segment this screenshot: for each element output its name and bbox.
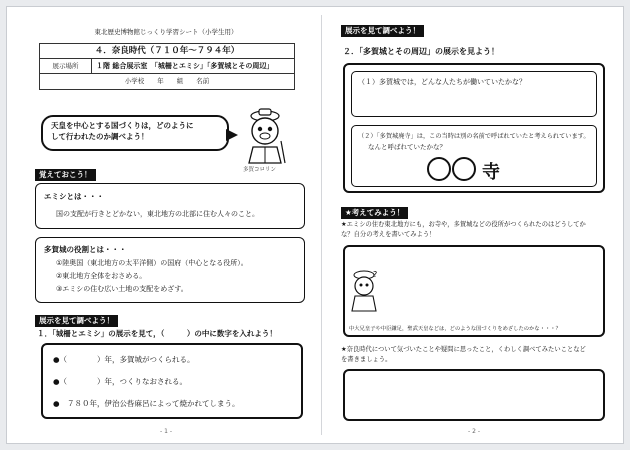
- q2-1-text: （１）多賀城では，どんな人たちが働いていたかな？: [358, 78, 526, 86]
- q1-item-3: ● ７８０年，伊治公呰麻呂によって焼かれてしまう。: [53, 399, 240, 408]
- exhibit-value: １階 総合展示室 「城柵とエミシ」「多賀城とその周辺」: [96, 62, 274, 70]
- bubble-line-1: 天皇を中心とする国づくりは，どのように: [51, 121, 194, 130]
- temple-suffix: 寺: [482, 162, 501, 183]
- mascot-illustration: [239, 107, 291, 167]
- grade-line: 小学校 年 組 名前: [124, 77, 210, 85]
- q2-2-line-1: （２）「多賀城廃寺」は，この当時は別の名前で呼ばれていたと考えられています。: [358, 133, 590, 140]
- page-number-2: - 2 -: [468, 428, 480, 435]
- emishi-body: 国の支配が行きとどかない，東北地方の北部に住む人々のこと。: [56, 210, 259, 218]
- think-answer-box[interactable]: [343, 245, 605, 337]
- final-line-1: ★奈良時代について気づいたことや疑問に思ったこと，くわしく調べてみたいことなど: [341, 346, 586, 353]
- question-1-box[interactable]: [41, 343, 303, 419]
- q2-1-answer-box[interactable]: [351, 71, 597, 117]
- q2-2-line-2: なんと呼ばれていたかな？: [368, 143, 446, 151]
- exhibit-row: [40, 59, 294, 74]
- section-research-label: 展示を見て調べよう！: [35, 315, 118, 327]
- section-remember-label: 覚えておこう！: [35, 169, 96, 181]
- tagajo-item-2: ②東北地方全体をおさめる。: [56, 272, 147, 280]
- question-2-heading: ２．「多賀城とその周辺」の展示を見よう！: [343, 47, 499, 56]
- q1-item-1: ●（ ）年，多賀城がつくられる。: [53, 355, 195, 364]
- exhibit-label: 展示場所: [40, 59, 92, 73]
- bubble-line-2: して行われたのか調べよう！: [51, 132, 149, 141]
- think-line-1: ★エミシの住む東北地方にも，お寺や，多賀城などの役所がつくられたのはどうしてか: [341, 221, 586, 228]
- think-label: ★考えてみよう！: [341, 207, 408, 219]
- page-number-1: - 1 -: [160, 428, 172, 435]
- svg-text:?: ?: [373, 270, 378, 279]
- bubble-tail: [226, 129, 238, 141]
- mascot-name: 多賀コロリン: [243, 167, 277, 173]
- question-2-box: [343, 63, 605, 193]
- question-bubble: [41, 115, 229, 151]
- q1-item-2: ●（ ）年，つくりなおされる。: [53, 377, 188, 386]
- page-divider: [321, 15, 322, 435]
- page-2: [333, 7, 615, 445]
- final-answer-box[interactable]: [343, 369, 605, 421]
- think-line-2: な？自分の考えを書いてみよう！: [341, 231, 436, 238]
- blank-circles[interactable]: [426, 156, 478, 182]
- section-research-label-2: 展示を見て調べよう！: [341, 25, 424, 37]
- tagajo-role-box: [35, 237, 305, 303]
- mascot-small-illustration: [347, 269, 381, 313]
- question-1-heading: １．「城柵とエミシ」の展示を見て，（ ）の中に数字を入れよう！: [37, 329, 277, 338]
- final-line-2: を書きましょう。: [341, 356, 392, 363]
- header-table: [39, 43, 295, 90]
- q2-2-answer-box[interactable]: [351, 125, 597, 187]
- tagajo-title: 多賀城の役割とは・・・: [44, 245, 127, 254]
- tagajo-item-3: ③エミシの住む広い土地の支配をめざす。: [56, 285, 188, 293]
- document-sheet: [6, 6, 624, 444]
- hint-text: 中大兄皇子や中臣鎌足，聖武天皇などは，どのような国づくりをめざしたのかな・・・？: [349, 326, 561, 332]
- page-1: [21, 7, 311, 445]
- school-title: 東北歴史博物館じっくり学習シート（小学生用）: [94, 28, 238, 36]
- era-title: ４．奈良時代（７１０年〜７９４年）: [40, 44, 294, 59]
- emishi-title: エミシとは・・・: [44, 192, 104, 201]
- emishi-box: [35, 183, 305, 229]
- tagajo-item-1: ①陸奥国（東北地方の太平洋側）の国府（中心となる役所）。: [56, 259, 248, 267]
